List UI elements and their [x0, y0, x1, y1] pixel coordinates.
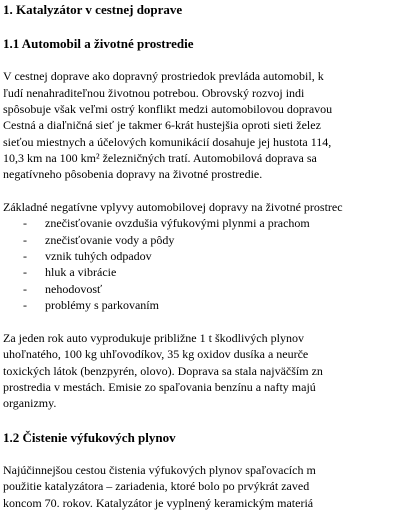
section-1-1-paragraph-2-intro: Základné negatívne vplyvy automobilovej dopravy na životné prostrec	[3, 200, 343, 214]
list-item	[23, 216, 310, 231]
list-item-text: nehodovosť	[45, 282, 103, 296]
paragraph-line: Cestná a diaľničná sieť je takmer 6-krát hustejšia oproti sieti želez	[3, 118, 321, 132]
list-dash: -	[23, 282, 27, 296]
paragraph-line: použitie katalyzátora – zariadenia, ktoré bolo po prvýkrát zaved	[3, 479, 310, 493]
paragraph-line: prostredia v mestách. Emisie zo spaľovania benzínu a nafty majú	[3, 380, 316, 394]
paragraph-line: toxických látok (benzpyrén, olovo). Doprava sa stala najväčším zn	[3, 364, 323, 378]
paragraph-line: koncom 70. rokov. Katalyzátor je vyplnený keramickým materiá	[3, 496, 314, 510]
list-item	[23, 265, 116, 280]
list-dash: -	[23, 233, 27, 247]
paragraph-line: V cestnej doprave ako dopravný prostriedok prevláda automobil, k	[3, 69, 324, 83]
list-item-text: znečisťovanie vody a pôdy	[45, 233, 175, 247]
paragraph-line: 10,3 km na 100 km² železničných tratí. Automobilová doprava sa	[3, 151, 317, 165]
list-item-text: vznik tuhých odpadov	[45, 249, 152, 263]
paragraph-line: Najúčinnejšou cestou čistenia výfukových plynov spaľovacích m	[3, 463, 316, 477]
paragraph-line: negatívneho pôsobenia dopravy na životné prostredie.	[3, 167, 263, 181]
list-dash: -	[23, 216, 27, 230]
list-item	[23, 233, 174, 248]
paragraph-line: organizmy.	[3, 396, 57, 410]
paragraph-line: ľudí nenahraditeľnou životnou potrebou. Obrovský rozvoj indi	[3, 86, 305, 100]
list-item-text: problémy s parkovaním	[45, 298, 159, 312]
list-item	[23, 249, 152, 264]
paragraph-line: sieťou miestnych a účelových komunikácií dosahuje jej hustota 114,	[3, 135, 332, 149]
list-dash: -	[23, 265, 27, 279]
chapter-heading: 1. Katalyzátor v cestnej doprave	[3, 2, 183, 17]
paragraph-line: Za jeden rok auto vyprodukuje približne 1 t škodlivých plynov	[3, 331, 304, 345]
list-item	[23, 282, 102, 297]
list-item-text: hluk a vibrácie	[45, 265, 117, 279]
list-item	[23, 298, 159, 313]
paragraph-line: uhoľnatého, 100 kg uhľovodíkov, 35 kg oxidov dusíka a neurče	[3, 347, 309, 361]
section-heading-1-2: 1.2 Čistenie výfukových plynov	[3, 430, 176, 445]
list-item-text: znečisťovanie ovzdušia výfukovými plynmi a prachom	[45, 216, 310, 230]
section-heading-1-1: 1.1 Automobil a životné prostredie	[3, 36, 194, 51]
list-dash: -	[23, 249, 27, 263]
list-dash: -	[23, 298, 27, 312]
paragraph-line: spôsobuje však veľmi ostrý konflikt medzi automobilovou dopravou	[3, 102, 333, 116]
